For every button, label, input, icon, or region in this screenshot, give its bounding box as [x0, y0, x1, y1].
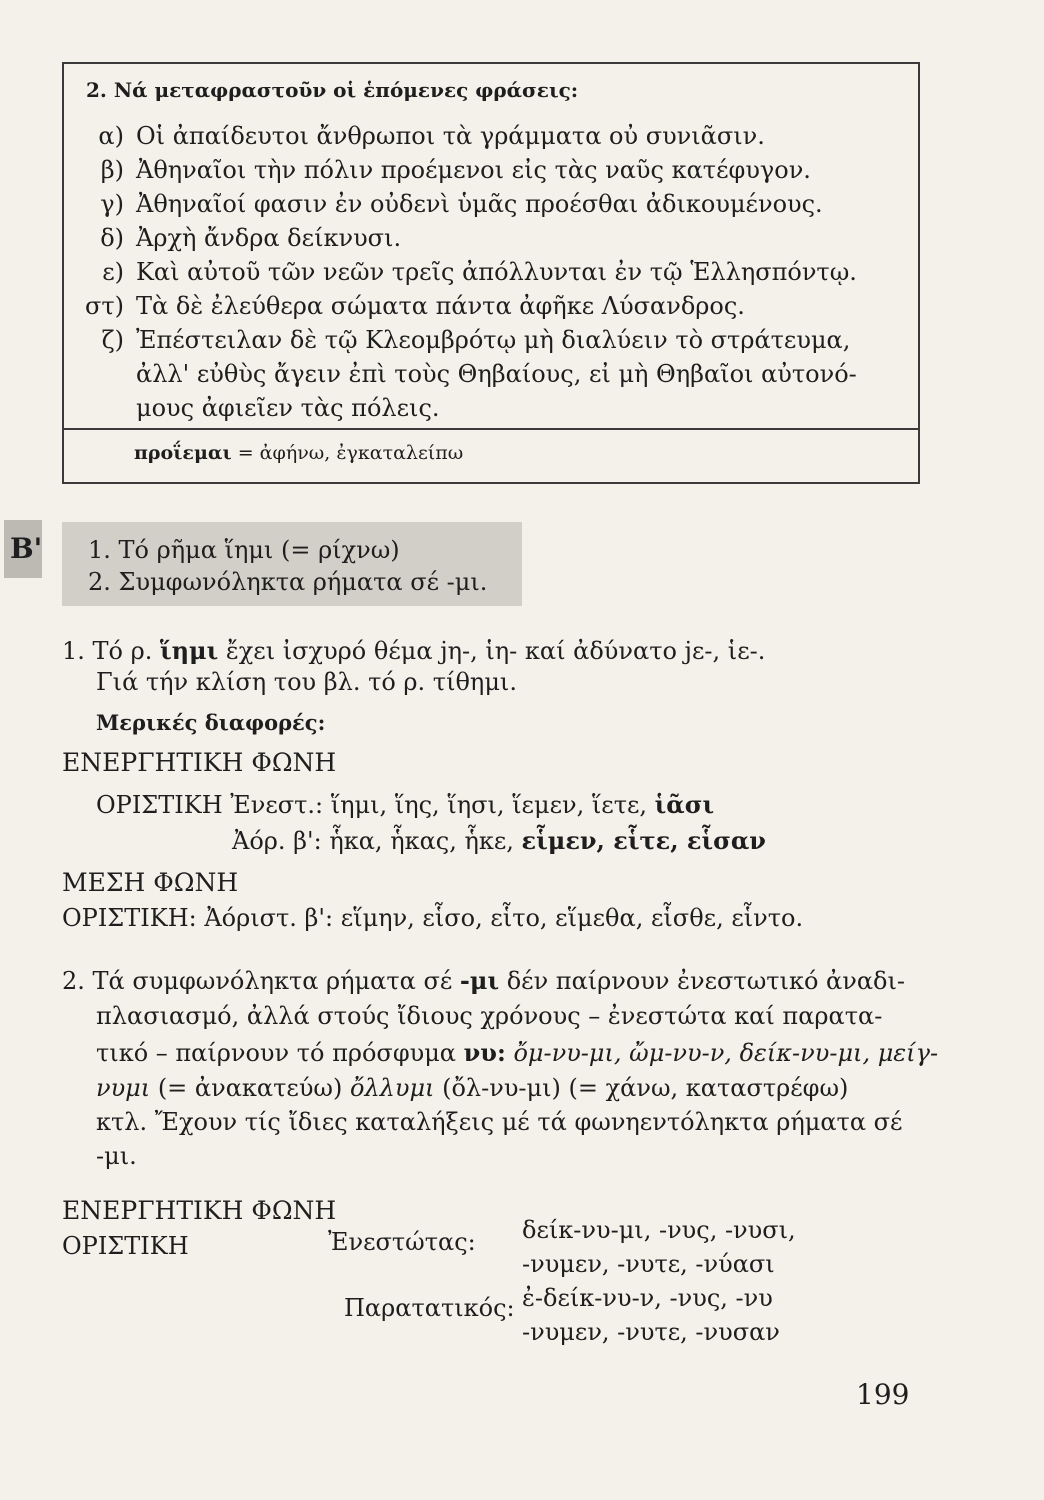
conjugation-voice-heading: ΕΝΕΡΓΗΤΙΚΗ ΦΩΝΗ [62, 1196, 337, 1225]
imperfect-tense-label: Παρατατικός: [344, 1294, 515, 1322]
paragraph-2-line: τικό – παίρνουν τό πρόσφυμα νυ: ὄμ-νυ-μι, ὤμ-νυ-ν, δείκ-νυ-μι, μείγ- [96, 1038, 939, 1067]
paragraph-2-line: -μι. [96, 1142, 137, 1170]
paragraph-2-line: πλασιασμό, ἀλλά στούς ἴδιους χρόνους – ἐνεστώτα καί παρατα- [96, 1002, 883, 1030]
section-topic: 2. Συμφωνόληκτα ρήματα σέ -μι. [88, 568, 488, 596]
section-topics-box [62, 522, 522, 606]
conjugation-mood-label: ΟΡΙΣΤΙΚΗ [62, 1232, 189, 1260]
middle-aorist-line: ΟΡΙΣΤΙΚΗ: Ἀόριστ. β': εἵμην, εἷσο, εἷτο, εἵμεθα, εἷσθε, εἷντο. [62, 904, 804, 932]
paragraph-2-line: νυμι (= ἀνακατεύω) ὄλλυμι (ὄλ-νυ-μι) (= χάνω, καταστρέφω) [96, 1074, 849, 1102]
paragraph-1-line: Γιά τήν κλίση του βλ. τό ρ. τίθημι. [96, 668, 517, 696]
paragraph-2-line: κτλ. Ἔχουν τίς ἴδιες καταλήξεις μέ τά φωνηεντόληκτα ρήματα σέ [96, 1108, 903, 1136]
vocabulary-gloss: προΐεμαι = ἀφήνω, ἐγκαταλείπω [134, 442, 464, 464]
section-marker: B' [4, 520, 42, 578]
present-forms-line: -νυμεν, -νυτε, -νύασι [522, 1250, 775, 1278]
active-voice-heading: ΕΝΕΡΓΗΤΙΚΗ ΦΩΝΗ [62, 748, 337, 777]
imperfect-forms-line: ἐ-δείκ-νυ-ν, -νυς, -νυ [522, 1284, 773, 1312]
imperfect-forms-line: -νυμεν, -νυτε, -νυσαν [522, 1318, 780, 1346]
present-tense-label: Ἐνεστώτας: [328, 1228, 476, 1256]
exercise-heading: 2. Νά μεταφραστοῦν οἱ ἑπόμενες φράσεις: [86, 78, 579, 102]
section-topic: 1. Τό ρῆμα ἵημι (= ρίχνω) [88, 536, 400, 564]
present-indicative-line: ΟΡΙΣΤΙΚΗ Ἐνεστ.: ἵημι, ἵης, ἵησι, ἵεμεν, ἵετε, ἱᾶσι [96, 790, 715, 819]
paragraph-1-line: 1. Τό ρ. ἵημι ἔχει ἰσχυρό θέμα jη-, ἱη- καί ἀδύνατο jε-, ἱε-. [62, 636, 766, 665]
present-forms-line: δείκ-νυ-μι, -νυς, -νυσι, [522, 1216, 796, 1244]
box-divider [64, 428, 918, 430]
differences-heading: Μερικές διαφορές: [96, 710, 326, 735]
middle-voice-heading: ΜΕΣΗ ΦΩΝΗ [62, 868, 239, 897]
exercise-box: 2. Νά μεταφραστοῦν οἱ ἑπόμενες φράσεις: α) Οἱ ἀπαίδευτοι ἄνθρωποι τὰ γράμματα οὐ συνιᾶσιν. β) Ἀθηναῖοι τὴν πόλιν προέμενοι εἰς τὰς ναῦς κατέφυγον. γ) Ἀθηναῖοί φασιν ἐν οὐδενὶ ὑμᾶς προέσθαι ἀδικουμένους. δ) Ἀρχὴ ἄνδρα δείκνυσι. ε) Καὶ αὐτοῦ τῶν νεῶν τρεῖς ἀπόλλυνται ἐν τῷ Ἑλλησπόντῳ. στ) Τὰ δὲ ἐλεύθερα σώματα πάντα ἀφῆκε Λύσανδρος. ζ) Ἐπέστειλαν δὲ τῷ Κλεομβρότῳ μὴ διαλύειν τὸ στράτευμα, ἀλλ' εὐθὺς ἄγειν ἐπὶ τοὺς Θηβαίους, εἰ μὴ Θηβαῖοι αὐτονό- μους ἀφιεῖεν τὰς πόλεις. προΐεμαι = ἀφήνω, ἐγκαταλείπω [62, 62, 920, 484]
page-number: 199 [856, 1378, 910, 1411]
aorist-line: Ἀόρ. β': ἧκα, ἧκας, ἧκε, εἷμεν, εἷτε, εἷσαν [232, 826, 766, 855]
paragraph-2-line: 2. Τά συμφωνόληκτα ρήματα σέ -μι δέν παίρνουν ἐνεστωτικό ἀναδι- [62, 966, 906, 995]
